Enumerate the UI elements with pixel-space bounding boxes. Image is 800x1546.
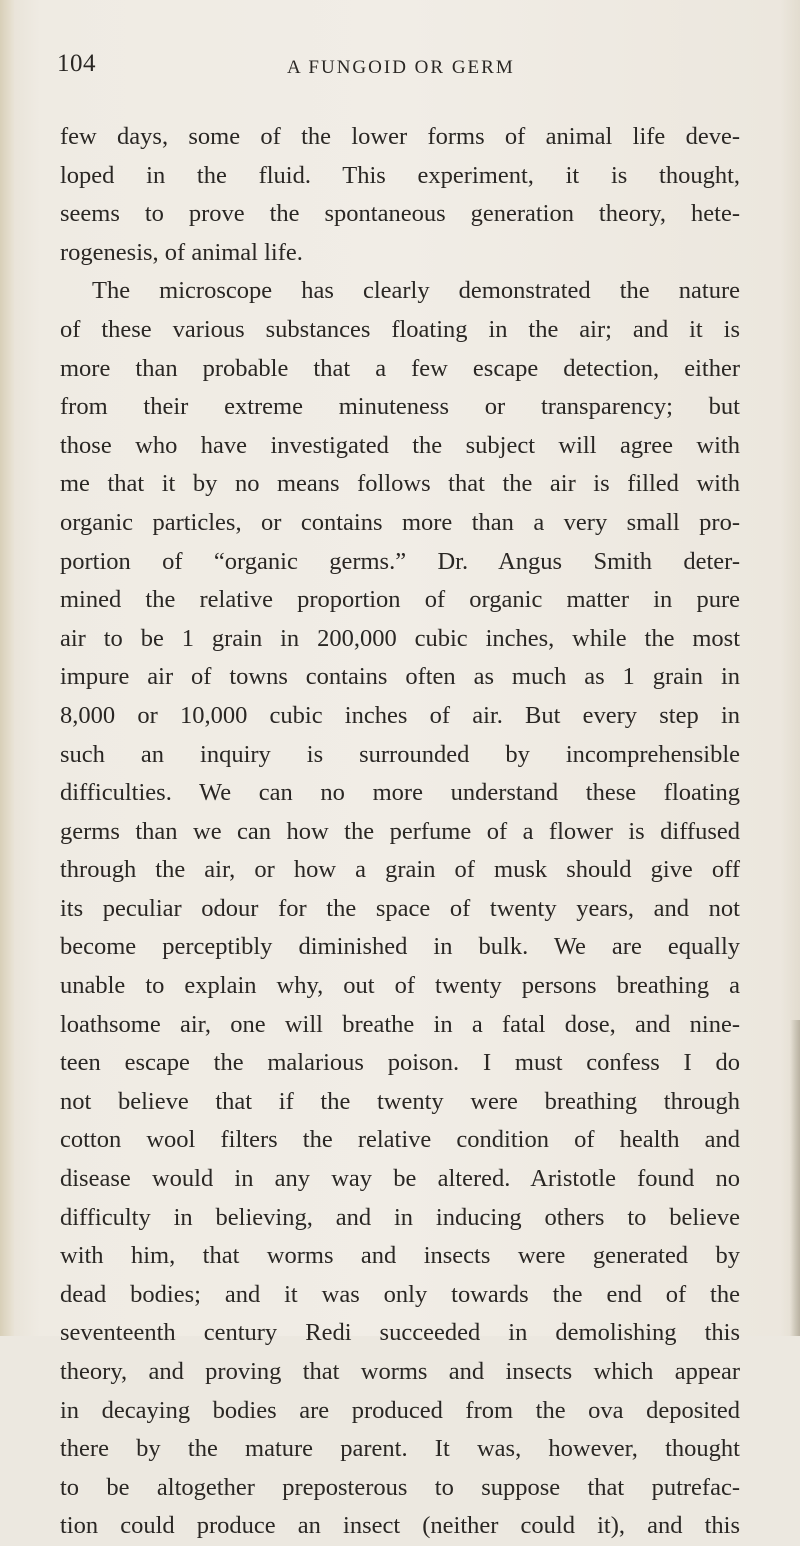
text-line: more than probable that a few escape detection, either [60, 354, 740, 382]
text-line: theory, and proving that worms and insects which appear [60, 1358, 740, 1385]
body-text [60, 118, 740, 1546]
text-line: air to be 1 grain in 200,000 cubic inches, while the most [60, 624, 740, 652]
text-line: those who have investigated the subject will agree with [60, 431, 740, 459]
text-line: tion could produce an insect (neither could it), and this [60, 1512, 740, 1540]
text-line: teen escape the malarious poison. I must confess I do [60, 1049, 740, 1077]
text-line: through the air, or how a grain of musk should give off [60, 856, 740, 884]
text-line: such an inquiry is surrounded by incomprehensible [60, 740, 740, 768]
page-edge-shadow [790, 1020, 800, 1336]
text-line: disease would in any way be altered. Aristotle found no [60, 1165, 740, 1193]
text-line: loathsome air, one will breathe in a fatal dose, and nine- [60, 1010, 740, 1038]
text-line: 8,000 or 10,000 cubic inches of air. But every step in [60, 701, 740, 729]
text-line: me that it by no means follows that the air is filled with [60, 470, 740, 498]
text-line: there by the mature parent. It was, however, thought [60, 1435, 740, 1463]
page-number: 104 [57, 50, 96, 77]
text-line: organic particles, or contains more than a very small pro- [60, 508, 740, 536]
text-line: dead bodies; and it was only towards the end of the [60, 1280, 740, 1308]
text-line: difficulties. We can no more understand these floating [60, 779, 740, 807]
text-line: difficulty in believing, and in inducing others to believe [60, 1203, 740, 1231]
text-line: impure air of towns contains often as much as 1 grain in [60, 663, 740, 691]
text-line: seventeenth century Redi succeeded in demolishing this [60, 1319, 740, 1347]
text-line: in decaying bodies are produced from the ova deposited [60, 1396, 740, 1424]
text-line: with him, that worms and insects were generated by [60, 1242, 740, 1270]
text-line: cotton wool filters the relative condition of health and [60, 1126, 740, 1154]
page-header [57, 50, 747, 84]
text-line: loped in the fluid. This experiment, it is thought, [60, 161, 740, 189]
page-gutter-shadow [0, 0, 14, 1336]
text-line: rogenesis, of animal life. [60, 238, 303, 266]
text-line: seems to prove the spontaneous generation theory, hete- [60, 200, 740, 228]
text-line: germs than we can how the perfume of a flower is diffused [60, 817, 740, 845]
text-line: portion of “organic germs.” Dr. Angus Smith deter- [60, 547, 740, 575]
text-line: mined the relative proportion of organic matter in pure [60, 586, 740, 614]
text-line: not believe that if the twenty were breathing through [60, 1087, 740, 1115]
text-line: of these various substances floating in the air; and it is [60, 315, 740, 343]
running-head: A FUNGOID OR GERM [287, 57, 515, 78]
text-line: become perceptibly diminished in bulk. We are equally [60, 933, 740, 961]
text-line: its peculiar odour for the space of twenty years, and not [60, 894, 740, 922]
text-line: from their extreme minuteness or transparency; but [60, 393, 740, 421]
text-line: The microscope has clearly demonstrated the nature [92, 277, 740, 305]
text-line: to be altogether preposterous to suppose that putrefac- [60, 1473, 740, 1501]
text-line: few days, some of the lower forms of animal life deve- [60, 123, 740, 150]
text-line: unable to explain why, out of twenty persons breathing a [60, 972, 740, 1000]
